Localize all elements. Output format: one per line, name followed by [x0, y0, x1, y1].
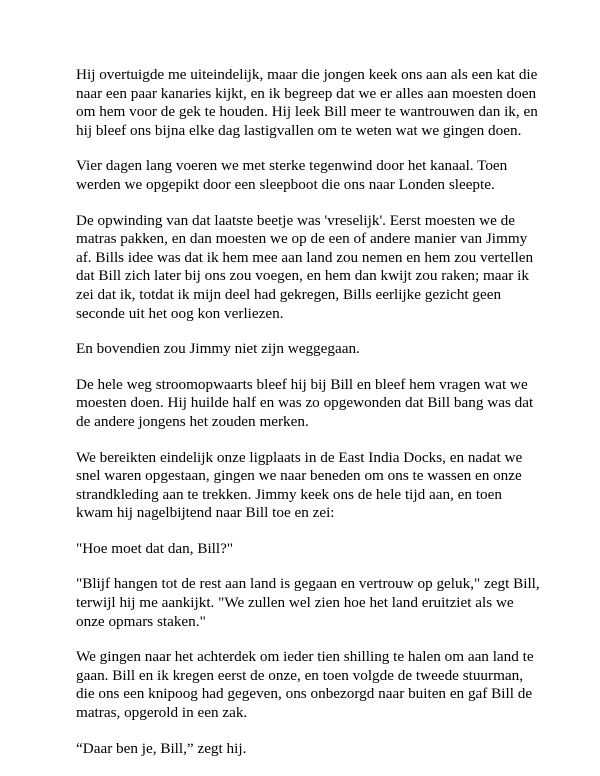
text-line: matras pakken, en dan moesten we op de een of andere manier van Jimmy	[76, 230, 528, 248]
text-line: af. Bills idee was dat ik hem mee aan land zou nemen en hem zou vertellen	[76, 248, 534, 266]
text-line: En bovendien zou Jimmy niet zijn weggegaan.	[76, 340, 360, 358]
text-line: de andere jongens het zouden merken.	[76, 412, 309, 430]
text-line: matras, opgerold in een zak.	[76, 704, 248, 722]
text-line: strandkleding aan te trekken. Jimmy keek ons de hele tijd aan, en toen	[76, 485, 502, 503]
text-line: werden we opgepikt door een sleepboot die ons naar Londen sleepte.	[76, 175, 495, 193]
paragraph-8	[76, 575, 546, 631]
text-line: gaan. Bill en ik kregen eerst de onze, en toen volgde de tweede stuurman,	[76, 666, 524, 684]
text-line: zei dat ik, totdat ik mijn deel had gekregen, Bills eerlijke gezicht geen	[76, 285, 502, 303]
text-line: hij bleef ons bijna elke dag lastigvallen om te weten wat we gingen doen.	[76, 121, 522, 139]
text-line: “Daar ben je, Bill,” zegt hij.	[76, 739, 247, 757]
text-line: naar een paar kanaries kijkt, en ik begreep dat we er alles aan moesten doen	[76, 84, 537, 102]
text-line: moesten doen. Hij huilde half en was zo opgewonden dat Bill bang was dat	[76, 394, 534, 412]
text-line: dat Bill zich later bij ons zou voegen, en hem dan kwijt zou raken; maar ik	[76, 267, 529, 285]
paragraph-1	[76, 66, 546, 140]
paragraph-9	[76, 648, 546, 722]
text-line: We bereikten eindelijk onze ligplaats in de East India Docks, en nadat we	[76, 448, 523, 466]
text-line: Vier dagen lang voeren we met sterke tegenwind door het kanaal. Toen	[76, 157, 508, 175]
text-line: onze opmars staken."	[76, 612, 206, 630]
text-line: We gingen naar het achterdek om ieder tien shilling te halen om aan land te	[76, 648, 534, 666]
text-line: De opwinding van dat laatste beetje was 'vreselijk'. Eerst moesten we de	[76, 211, 516, 229]
paragraph-4	[76, 340, 546, 359]
text-line: "Blijf hangen tot de rest aan land is gegaan en vertrouw op geluk," zegt Bill,	[76, 575, 540, 593]
paragraph-7	[76, 540, 546, 559]
text-line: snel waren opgestaan, gingen we naar beneden om ons te wassen en onze	[76, 467, 522, 485]
text-line: kwam hij nagelbijtend naar Bill toe en zei:	[76, 504, 335, 522]
paragraph-5	[76, 376, 546, 432]
text-line: om hem voor de gek te houden. Hij leek Bill meer te wantrouwen dan ik, en	[76, 103, 538, 121]
document-page	[76, 66, 546, 775]
text-line: die ons een knipoog had gegeven, ons onbezorgd naar buiten en gaf Bill de	[76, 685, 533, 703]
paragraph-3	[76, 212, 546, 324]
paragraph-10	[76, 740, 546, 759]
paragraph-6	[76, 449, 546, 523]
text-line: terwijl hij me aankijkt. "We zullen wel zien hoe het land eruitziet als we	[76, 594, 514, 612]
paragraph-2	[76, 157, 546, 194]
text-line: "Hoe moet dat dan, Bill?"	[76, 539, 234, 557]
text-line: Hij overtuigde me uiteindelijk, maar die jongen keek ons aan als een kat die	[76, 66, 538, 83]
text-line: De hele weg stroomopwaarts bleef hij bij Bill en bleef hem vragen wat we	[76, 375, 528, 393]
text-line: seconde uit het oog kon verliezen.	[76, 304, 284, 322]
